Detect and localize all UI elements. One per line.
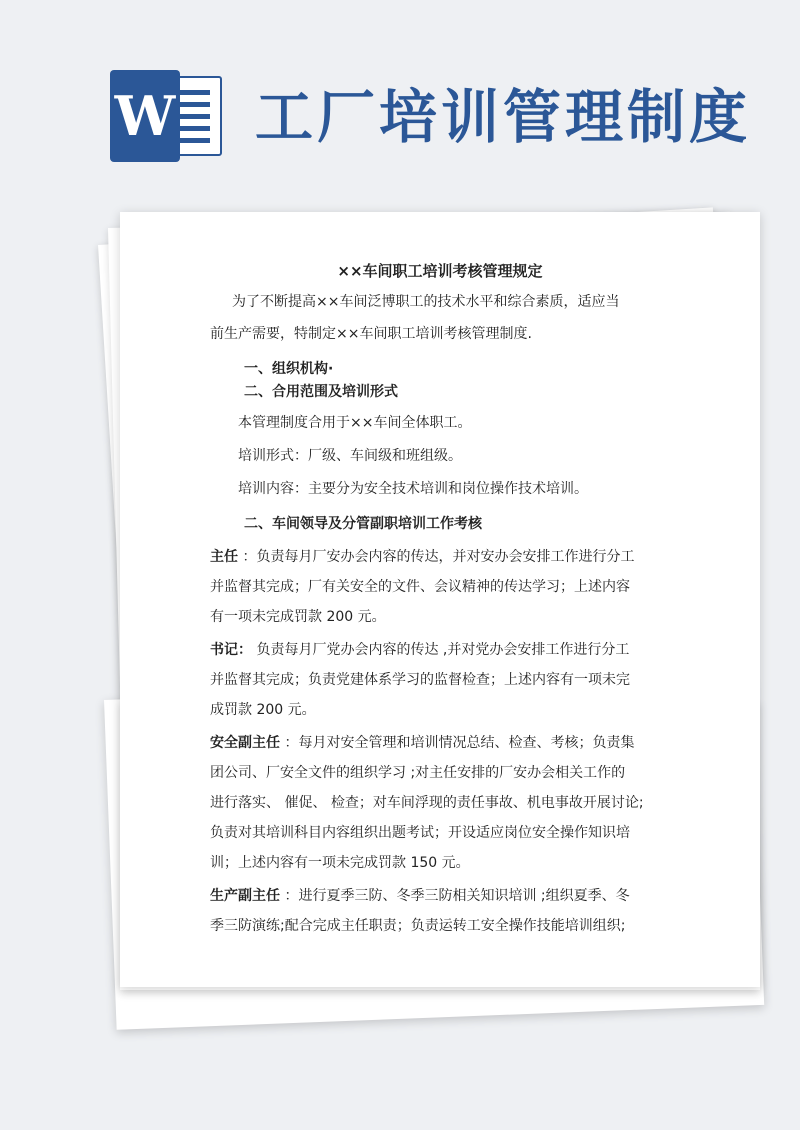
word-document-icon	[110, 70, 230, 162]
section-scope: 二、合用范围及培训形式	[244, 384, 398, 400]
secretary-line-3: 成罚款 200 元。	[210, 702, 316, 718]
document-heading: ××车间职工培训考核管理规定	[337, 262, 543, 280]
content-text: 培训内容：主要分为安全技术培训和岗位操作技术培训。	[238, 481, 588, 497]
intro-line-1: 为了不断提高××车间泛博职工的技术水平和综合素质，适应当	[232, 294, 620, 310]
director-line-1: 主任 ：负责每月厂安办会内容的传达，并对安办会安排工作进行分工	[210, 549, 635, 565]
production-deputy-line-1: 生产副主任 ：进行夏季三防、冬季三防相关知识培训 ;组织夏季、冬	[210, 888, 630, 904]
safety-deputy-line-1: 安全副主任 ：每月对安全管理和培训情况总结、检查、考核；负责集	[210, 735, 635, 751]
secretary-line-1: 书记： 负责每月厂党办会内容的传达 ,并对党办会安排工作进行分工	[210, 642, 630, 658]
safety-deputy-line-2: 团公司、厂安全文件的组织学习 ;对主任安排的厂安办会相关工作的	[210, 765, 626, 781]
intro-line-2: 前生产需要，特制定××车间职工培训考核管理制度.	[210, 326, 532, 342]
scope-text: 本管理制度合用于××车间全体职工。	[238, 415, 472, 431]
word-logo-letter: W	[110, 70, 180, 162]
header	[0, 0, 800, 190]
safety-deputy-line-5: 训；上述内容有一项未完成罚款 150 元。	[210, 855, 470, 871]
production-deputy-line-2: 季三防演练;配合完成主任职责；负责运转工安全操作技能培训组织;	[210, 918, 626, 934]
section-assessment: 二、车间领导及分管副职培训工作考核	[244, 516, 482, 532]
secretary-line-2: 并监督其完成；负责党建体系学习的监督检查；上述内容有一项未完	[210, 672, 630, 688]
section-org: 一、组织机构·	[244, 361, 334, 377]
director-label: 主任	[210, 549, 238, 565]
director-line-2: 并监督其完成；厂有关安全的文件、会议精神的传达学习；上述内容	[210, 579, 630, 595]
safety-deputy-label: 安全副主任	[210, 735, 280, 751]
page-title: 工厂培训管理制度	[255, 83, 752, 151]
production-deputy-label: 生产副主任	[210, 888, 280, 904]
form-text: 培训形式：厂级、车间级和班组级。	[238, 448, 462, 464]
director-line-3: 有一项未完成罚款 200 元。	[210, 609, 386, 625]
safety-deputy-line-3: 进行落实、 催促、 检查；对车间浮现的责任事故、机电事故开展讨论;	[210, 795, 644, 811]
safety-deputy-line-4: 负责对其培训科目内容组织出题考试；开设适应岗位安全操作知识培	[210, 825, 630, 841]
secretary-label: 书记：	[210, 642, 252, 658]
